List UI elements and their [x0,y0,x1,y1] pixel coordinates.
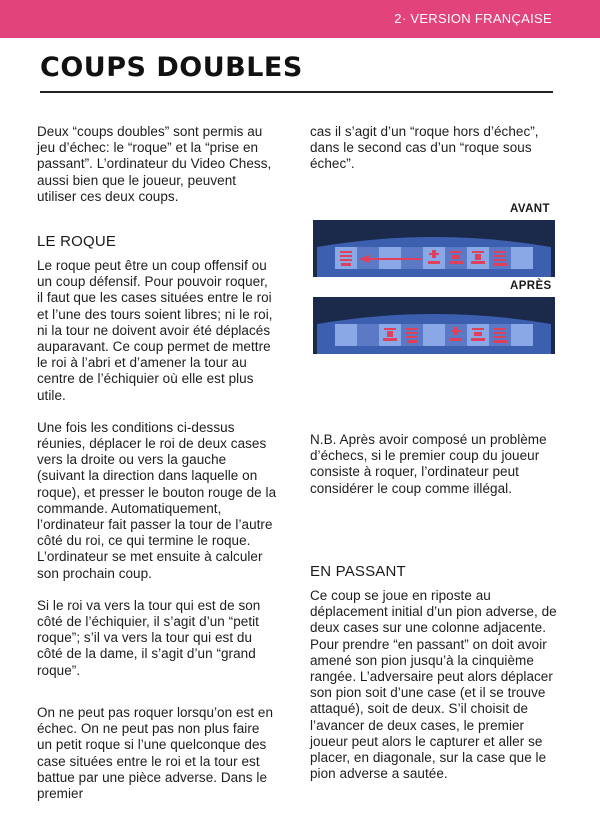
intro-paragraph: Deux “coups doubles” sont permis au jeu d’échec: le “roque” et la “prise en passant”. L’ordinateur du Video Chess, aussi bien que le joueur, peuvent utiliser ces deux coups. [37,124,272,204]
roque-paragraph-4: On ne peut pas roquer lorsqu’on est en échec. On ne peut pas non plus faire un petit roque si l’une quelconque des case situées entre le roi et la tour est battue par une pièce adverse. Dans le premier [37,704,274,801]
label-before: AVANT [510,203,550,215]
passant-block [310,563,560,782]
nb-paragraph: N.B. Après avoir composé un problème d’échecs, si le premier coup du joueur consiste à roquer, l’ordinateur peut considérer le coup comme illégal. [310,432,547,496]
roque-heading: LE ROQUE [37,233,117,251]
passant-heading: EN PASSANT [310,563,406,580]
passant-paragraph: Ce coup se joue en riposte au déplacement initial d’un pion adverse, de deux cases sur une colonne adjacente. Pour prendre “en passant” on doit avoir amené son pion jusqu’à la cinquième rangée. L’adversaire peut alors déplacer son pion soit d’une case (et il se trouve attaqué), soit de deux. S’il choisit de l’avancer de deux cases, le premier joueur peut alors le capturer et aller se placer, en diagonale, sur la case que le pion adverse a sautée. [310,588,557,782]
board-after-screen [313,294,555,354]
left-column [37,124,277,802]
roque-paragraph-1: Le roque peut être un coup offensif ou un coup défensif. Pour pouvoir roquer, il faut que les cases situées entre le roi et l’une des tours soient libres; ni le roi, ni la tour ne doivent avoir été déplacés auparavant. Ce coup permet de mettre le roi à l’abri et d’amener la tour au centre de l’échiquier où elle est plus utile. [37,258,273,403]
page-title: COUPS DOUBLES [40,52,303,83]
right-column [310,124,560,173]
continued-paragraph: cas il s’agit d’un “roque hors d’échec”, dans le second cas d’un “roque sous échec”. [310,124,539,172]
roque-paragraph-3: Si le roi va vers la tour qui est de son côté de l’échiquier, il s’agit d’un “petit roque”; s’il va vers la tour qui est du côté de la dame, il s’agit d’un “grand roque”. [37,597,261,678]
title-rule [40,91,553,93]
label-after: APRÈS [510,280,552,292]
nb-block [310,432,560,497]
section-label: 2· VERSION FRANÇAISE [394,11,552,26]
board-before-screen [313,217,555,277]
board-before-graphic [313,217,555,277]
roque-paragraph-2: Une fois les conditions ci-dessus réunies, déplacer le roi de deux cases vers la droite ou vers la gauche (suivant la direction dans laquelle on roque), et presser le bouton rouge de la commande. Automatiquement, l’ordinateur fait passer la tour de l’autre côté du roi, ce qui termine le roque. L’ordinateur se met ensuite à calculer son prochain coup. [37,419,277,581]
board-after-graphic [313,294,555,354]
header-bar [0,0,600,38]
